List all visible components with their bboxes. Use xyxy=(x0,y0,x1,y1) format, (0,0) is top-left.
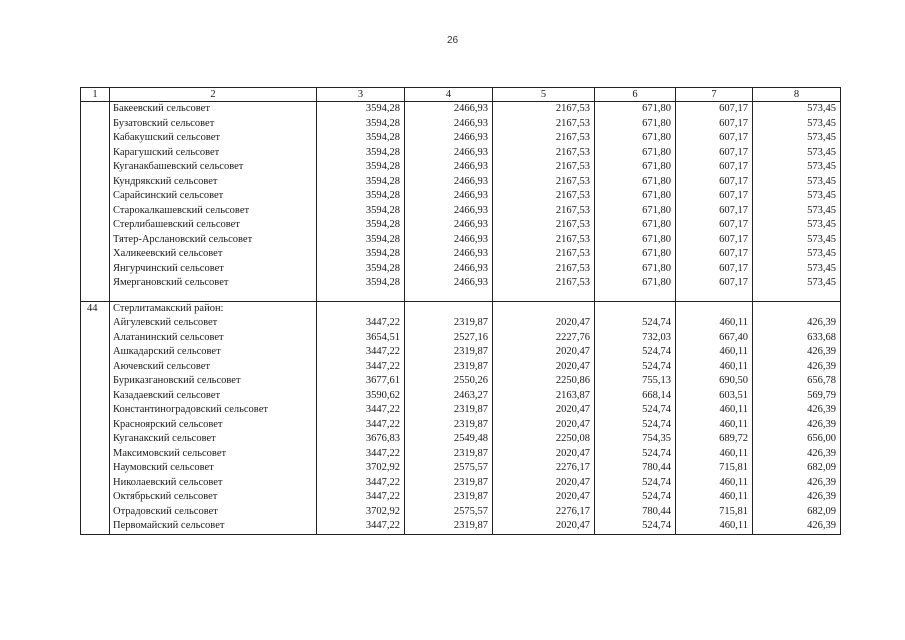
municipality-name: Константиноградовский сельсовет xyxy=(110,403,317,418)
value-cell-col-3: 3654,51 xyxy=(317,331,405,346)
value-cell-col-5: 2167,53 xyxy=(493,102,595,117)
value-cell-col-5: 2167,53 xyxy=(493,175,595,190)
value-cell-col-6: 671,80 xyxy=(595,247,676,262)
table-row xyxy=(81,505,841,520)
value-cell-col-8: 426,39 xyxy=(753,476,841,491)
column-header: 7 xyxy=(676,88,753,102)
value-cell-col-8: 573,45 xyxy=(753,218,841,233)
value-cell-col-7: 607,17 xyxy=(676,204,753,219)
row-number xyxy=(81,403,110,418)
table-row xyxy=(81,146,841,161)
value-cell-col-3: 3594,28 xyxy=(317,204,405,219)
municipality-name: Николаевский сельсовет xyxy=(110,476,317,491)
municipality-name: Карагушский сельсовет xyxy=(110,146,317,161)
value-cell-col-6: 671,80 xyxy=(595,218,676,233)
table-row xyxy=(81,301,841,316)
value-cell-col-8: 656,78 xyxy=(753,374,841,389)
table-row xyxy=(81,247,841,262)
value-cell-col-8: 633,68 xyxy=(753,331,841,346)
value-cell-col-3: 3594,28 xyxy=(317,102,405,117)
value-cell-col-6: 671,80 xyxy=(595,262,676,277)
value-cell-col-8: 573,45 xyxy=(753,160,841,175)
row-number xyxy=(81,345,110,360)
column-header: 2 xyxy=(110,88,317,102)
municipality-name: Старокалкашевский сельсовет xyxy=(110,204,317,219)
value-cell-col-3: 3447,22 xyxy=(317,476,405,491)
value-cell-col-6: 671,80 xyxy=(595,175,676,190)
row-number xyxy=(81,476,110,491)
value-cell-col-5: 2167,53 xyxy=(493,218,595,233)
value-cell-col-5: 2227,76 xyxy=(493,331,595,346)
value-cell-col-4: 2319,87 xyxy=(405,316,493,331)
row-number xyxy=(81,131,110,146)
value-cell-col-3: 3594,28 xyxy=(317,146,405,161)
value-cell-col-6: 671,80 xyxy=(595,160,676,175)
row-number xyxy=(81,316,110,331)
municipality-name: Отрадовский сельсовет xyxy=(110,505,317,520)
value-cell-col-4: 2466,93 xyxy=(405,276,493,291)
table-row xyxy=(81,276,841,291)
municipality-name: Максимовский сельсовет xyxy=(110,447,317,462)
value-cell-col-3 xyxy=(317,291,405,302)
value-cell-col-8: 426,39 xyxy=(753,316,841,331)
value-cell-col-8: 426,39 xyxy=(753,519,841,534)
municipality-name: Октябрьский сельсовет xyxy=(110,490,317,505)
value-cell-col-5: 2167,53 xyxy=(493,262,595,277)
table-row xyxy=(81,262,841,277)
value-cell-col-5: 2167,53 xyxy=(493,247,595,262)
value-cell-col-3 xyxy=(317,301,405,316)
value-cell-col-6 xyxy=(595,301,676,316)
value-cell-col-4: 2466,93 xyxy=(405,102,493,117)
column-header: 1 xyxy=(81,88,110,102)
value-cell-col-7: 460,11 xyxy=(676,360,753,375)
value-cell-col-6: 524,74 xyxy=(595,418,676,433)
row-number xyxy=(81,146,110,161)
row-number xyxy=(81,331,110,346)
municipality-name: Наумовский сельсовет xyxy=(110,461,317,476)
value-cell-col-7: 460,11 xyxy=(676,476,753,491)
value-cell-col-7: 607,17 xyxy=(676,233,753,248)
municipality-name: Казадаевский сельсовет xyxy=(110,389,317,404)
row-number xyxy=(81,490,110,505)
value-cell-col-3: 3447,22 xyxy=(317,490,405,505)
row-number xyxy=(81,418,110,433)
value-cell-col-7 xyxy=(676,301,753,316)
spacer-row xyxy=(81,291,841,302)
value-cell-col-5: 2020,47 xyxy=(493,360,595,375)
value-cell-col-8 xyxy=(753,291,841,302)
column-header: 3 xyxy=(317,88,405,102)
row-number xyxy=(81,204,110,219)
value-cell-col-5 xyxy=(493,301,595,316)
value-cell-col-6: 671,80 xyxy=(595,204,676,219)
table-row xyxy=(81,374,841,389)
table-row xyxy=(81,403,841,418)
table-row xyxy=(81,175,841,190)
value-cell-col-3: 3594,28 xyxy=(317,218,405,233)
row-number xyxy=(81,505,110,520)
value-cell-col-8: 573,45 xyxy=(753,117,841,132)
table-row xyxy=(81,160,841,175)
value-cell-col-5: 2276,17 xyxy=(493,461,595,476)
municipality-name: Бакеевский сельсовет xyxy=(110,102,317,117)
value-cell-col-3: 3594,28 xyxy=(317,160,405,175)
value-cell-col-3: 3594,28 xyxy=(317,175,405,190)
value-cell-col-7: 607,17 xyxy=(676,146,753,161)
value-cell-col-8: 573,45 xyxy=(753,247,841,262)
value-cell-col-8: 426,39 xyxy=(753,403,841,418)
value-cell-col-3: 3447,22 xyxy=(317,403,405,418)
value-cell-col-7: 607,17 xyxy=(676,160,753,175)
value-cell-col-4: 2466,93 xyxy=(405,262,493,277)
table-row xyxy=(81,345,841,360)
value-cell-col-4: 2466,93 xyxy=(405,247,493,262)
row-number xyxy=(81,218,110,233)
value-cell-col-6: 524,74 xyxy=(595,316,676,331)
municipality-name: Буриказгановский сельсовет xyxy=(110,374,317,389)
value-cell-col-8: 426,39 xyxy=(753,418,841,433)
value-cell-col-6: 732,03 xyxy=(595,331,676,346)
value-cell-col-8: 569,79 xyxy=(753,389,841,404)
value-cell-col-4: 2466,93 xyxy=(405,146,493,161)
municipality-name xyxy=(110,291,317,302)
value-cell-col-8: 426,39 xyxy=(753,360,841,375)
municipality-name: Бузатовский сельсовет xyxy=(110,117,317,132)
table-body xyxy=(81,88,841,535)
value-cell-col-8: 573,45 xyxy=(753,276,841,291)
value-cell-col-6: 668,14 xyxy=(595,389,676,404)
row-number xyxy=(81,374,110,389)
value-cell-col-3: 3676,83 xyxy=(317,432,405,447)
value-cell-col-3: 3594,28 xyxy=(317,276,405,291)
value-cell-col-8: 682,09 xyxy=(753,461,841,476)
value-cell-col-5: 2167,53 xyxy=(493,131,595,146)
row-number xyxy=(81,247,110,262)
value-cell-col-4: 2550,26 xyxy=(405,374,493,389)
row-number xyxy=(81,360,110,375)
value-cell-col-4: 2466,93 xyxy=(405,160,493,175)
value-cell-col-6: 671,80 xyxy=(595,131,676,146)
value-cell-col-7: 460,11 xyxy=(676,403,753,418)
value-cell-col-4: 2319,87 xyxy=(405,490,493,505)
municipality-name: Кундрякский сельсовет xyxy=(110,175,317,190)
value-cell-col-6: 780,44 xyxy=(595,461,676,476)
value-cell-col-5: 2250,86 xyxy=(493,374,595,389)
row-number xyxy=(81,102,110,117)
value-cell-col-5: 2167,53 xyxy=(493,117,595,132)
value-cell-col-6: 671,80 xyxy=(595,102,676,117)
column-header: 4 xyxy=(405,88,493,102)
municipality-name: Алатанинский сельсовет xyxy=(110,331,317,346)
value-cell-col-5: 2020,47 xyxy=(493,418,595,433)
value-cell-col-4: 2527,16 xyxy=(405,331,493,346)
page-number: 26 xyxy=(446,35,459,46)
row-number xyxy=(81,447,110,462)
value-cell-col-3: 3702,92 xyxy=(317,461,405,476)
table-row xyxy=(81,490,841,505)
value-cell-col-8: 426,39 xyxy=(753,490,841,505)
value-cell-col-5: 2167,53 xyxy=(493,233,595,248)
table-row xyxy=(81,316,841,331)
value-cell-col-7: 460,11 xyxy=(676,316,753,331)
table-row xyxy=(81,418,841,433)
row-number xyxy=(81,175,110,190)
row-number xyxy=(81,519,110,534)
value-cell-col-5: 2020,47 xyxy=(493,490,595,505)
municipality-name: Стерлибашевский сельсовет xyxy=(110,218,317,233)
row-number xyxy=(81,117,110,132)
row-number xyxy=(81,262,110,277)
value-cell-col-6: 524,74 xyxy=(595,345,676,360)
value-cell-col-5: 2020,47 xyxy=(493,447,595,462)
value-cell-col-4: 2319,87 xyxy=(405,403,493,418)
column-header: 6 xyxy=(595,88,676,102)
value-cell-col-3: 3447,22 xyxy=(317,418,405,433)
value-cell-col-3: 3447,22 xyxy=(317,360,405,375)
value-cell-col-7: 460,11 xyxy=(676,345,753,360)
value-cell-col-5: 2020,47 xyxy=(493,476,595,491)
value-cell-col-6: 671,80 xyxy=(595,233,676,248)
value-cell-col-7: 689,72 xyxy=(676,432,753,447)
value-cell-col-6: 524,74 xyxy=(595,476,676,491)
value-cell-col-6: 780,44 xyxy=(595,505,676,520)
municipality-name: Сарайсинский сельсовет xyxy=(110,189,317,204)
value-cell-col-6: 524,74 xyxy=(595,360,676,375)
municipality-name: Халикеевский сельсовет xyxy=(110,247,317,262)
value-cell-col-7: 607,17 xyxy=(676,247,753,262)
table-row xyxy=(81,360,841,375)
table-row xyxy=(81,432,841,447)
value-cell-col-7: 607,17 xyxy=(676,102,753,117)
value-cell-col-7: 607,17 xyxy=(676,218,753,233)
value-cell-col-7 xyxy=(676,291,753,302)
table-row xyxy=(81,189,841,204)
value-cell-col-3: 3677,61 xyxy=(317,374,405,389)
value-cell-col-5: 2020,47 xyxy=(493,519,595,534)
value-cell-col-6: 524,74 xyxy=(595,519,676,534)
value-cell-col-3: 3594,28 xyxy=(317,262,405,277)
row-number xyxy=(81,189,110,204)
value-cell-col-3: 3447,22 xyxy=(317,316,405,331)
value-cell-col-3: 3447,22 xyxy=(317,345,405,360)
municipality-name: Аючевский сельсовет xyxy=(110,360,317,375)
value-cell-col-4: 2466,93 xyxy=(405,204,493,219)
table-row xyxy=(81,218,841,233)
column-header: 8 xyxy=(753,88,841,102)
value-cell-col-7: 460,11 xyxy=(676,519,753,534)
table-row xyxy=(81,519,841,534)
value-cell-col-4 xyxy=(405,291,493,302)
table-row xyxy=(81,233,841,248)
value-cell-col-4: 2319,87 xyxy=(405,418,493,433)
value-cell-col-6: 671,80 xyxy=(595,146,676,161)
table-row xyxy=(81,117,841,132)
value-cell-col-4: 2466,93 xyxy=(405,131,493,146)
value-cell-col-4: 2575,57 xyxy=(405,505,493,520)
row-number: 44 xyxy=(81,301,110,316)
value-cell-col-4: 2319,87 xyxy=(405,345,493,360)
value-cell-col-8: 573,45 xyxy=(753,204,841,219)
value-cell-col-8: 426,39 xyxy=(753,447,841,462)
municipality-name: Ашкадарский сельсовет xyxy=(110,345,317,360)
table-row xyxy=(81,447,841,462)
table-row xyxy=(81,476,841,491)
value-cell-col-3: 3594,28 xyxy=(317,117,405,132)
value-cell-col-7: 460,11 xyxy=(676,447,753,462)
value-cell-col-5 xyxy=(493,291,595,302)
value-cell-col-8: 573,45 xyxy=(753,175,841,190)
value-cell-col-4: 2319,87 xyxy=(405,519,493,534)
column-header: 5 xyxy=(493,88,595,102)
value-cell-col-8: 573,45 xyxy=(753,262,841,277)
value-cell-col-5: 2276,17 xyxy=(493,505,595,520)
value-cell-col-8: 656,00 xyxy=(753,432,841,447)
value-cell-col-8: 573,45 xyxy=(753,189,841,204)
value-cell-col-7: 607,17 xyxy=(676,262,753,277)
value-cell-col-5: 2020,47 xyxy=(493,403,595,418)
municipality-name: Кабакушский сельсовет xyxy=(110,131,317,146)
row-number xyxy=(81,389,110,404)
value-cell-col-3: 3594,28 xyxy=(317,189,405,204)
value-cell-col-3: 3447,22 xyxy=(317,447,405,462)
value-cell-col-5: 2020,47 xyxy=(493,316,595,331)
row-number xyxy=(81,276,110,291)
table-row xyxy=(81,102,841,117)
municipality-name: Куганакбашевский сельсовет xyxy=(110,160,317,175)
value-cell-col-8: 573,45 xyxy=(753,146,841,161)
value-cell-col-6 xyxy=(595,291,676,302)
table-row xyxy=(81,461,841,476)
value-cell-col-3: 3590,62 xyxy=(317,389,405,404)
value-cell-col-6: 524,74 xyxy=(595,490,676,505)
value-cell-col-7: 667,40 xyxy=(676,331,753,346)
value-cell-col-4: 2319,87 xyxy=(405,476,493,491)
value-cell-col-7: 460,11 xyxy=(676,418,753,433)
value-cell-col-6: 671,80 xyxy=(595,189,676,204)
value-cell-col-4: 2549,48 xyxy=(405,432,493,447)
value-cell-col-3: 3702,92 xyxy=(317,505,405,520)
municipality-name: Стерлитамакский район: xyxy=(110,301,317,316)
header-row xyxy=(81,88,841,102)
value-cell-col-6: 755,13 xyxy=(595,374,676,389)
value-cell-col-8: 426,39 xyxy=(753,345,841,360)
row-number xyxy=(81,160,110,175)
municipality-name: Куганакский сельсовет xyxy=(110,432,317,447)
value-cell-col-8: 573,45 xyxy=(753,233,841,248)
municipality-name: Тятер-Арслановский сельсовет xyxy=(110,233,317,248)
value-cell-col-7: 690,50 xyxy=(676,374,753,389)
value-cell-col-5: 2167,53 xyxy=(493,276,595,291)
value-cell-col-4 xyxy=(405,301,493,316)
value-cell-col-6: 754,35 xyxy=(595,432,676,447)
value-cell-col-8: 573,45 xyxy=(753,102,841,117)
value-cell-col-7: 603,51 xyxy=(676,389,753,404)
value-cell-col-7: 460,11 xyxy=(676,490,753,505)
value-cell-col-7: 715,81 xyxy=(676,505,753,520)
value-cell-col-4: 2466,93 xyxy=(405,175,493,190)
value-cell-col-4: 2466,93 xyxy=(405,189,493,204)
value-cell-col-8: 573,45 xyxy=(753,131,841,146)
value-cell-col-4: 2463,27 xyxy=(405,389,493,404)
value-cell-col-4: 2575,57 xyxy=(405,461,493,476)
row-number xyxy=(81,461,110,476)
value-cell-col-7: 607,17 xyxy=(676,131,753,146)
value-cell-col-8: 682,09 xyxy=(753,505,841,520)
value-cell-col-6: 524,74 xyxy=(595,447,676,462)
value-cell-col-4: 2319,87 xyxy=(405,360,493,375)
value-cell-col-4: 2466,93 xyxy=(405,117,493,132)
value-cell-col-4: 2319,87 xyxy=(405,447,493,462)
municipality-name: Первомайский сельсовет xyxy=(110,519,317,534)
row-number xyxy=(81,233,110,248)
value-cell-col-5: 2250,08 xyxy=(493,432,595,447)
table-row xyxy=(81,131,841,146)
value-cell-col-6: 671,80 xyxy=(595,117,676,132)
value-cell-col-5: 2167,53 xyxy=(493,204,595,219)
municipality-name: Ямергановский сельсовет xyxy=(110,276,317,291)
row-number xyxy=(81,291,110,302)
value-cell-col-5: 2167,53 xyxy=(493,146,595,161)
municipality-name: Янгурчинский сельсовет xyxy=(110,262,317,277)
value-cell-col-7: 607,17 xyxy=(676,175,753,190)
value-cell-col-4: 2466,93 xyxy=(405,218,493,233)
value-cell-col-6: 524,74 xyxy=(595,403,676,418)
value-cell-col-5: 2020,47 xyxy=(493,345,595,360)
table-row xyxy=(81,204,841,219)
value-cell-col-6: 671,80 xyxy=(595,276,676,291)
table-row xyxy=(81,389,841,404)
value-cell-col-7: 607,17 xyxy=(676,276,753,291)
value-cell-col-3: 3447,22 xyxy=(317,519,405,534)
municipality-name: Красноярский сельсовет xyxy=(110,418,317,433)
value-cell-col-5: 2167,53 xyxy=(493,160,595,175)
row-number xyxy=(81,432,110,447)
municipality-name: Айгулевский сельсовет xyxy=(110,316,317,331)
value-cell-col-3: 3594,28 xyxy=(317,233,405,248)
table-row xyxy=(81,331,841,346)
value-cell-col-7: 607,17 xyxy=(676,117,753,132)
value-cell-col-4: 2466,93 xyxy=(405,233,493,248)
tariff-table xyxy=(80,87,841,535)
value-cell-col-3: 3594,28 xyxy=(317,247,405,262)
value-cell-col-5: 2167,53 xyxy=(493,189,595,204)
value-cell-col-3: 3594,28 xyxy=(317,131,405,146)
value-cell-col-7: 607,17 xyxy=(676,189,753,204)
value-cell-col-8 xyxy=(753,301,841,316)
value-cell-col-7: 715,81 xyxy=(676,461,753,476)
value-cell-col-5: 2163,87 xyxy=(493,389,595,404)
